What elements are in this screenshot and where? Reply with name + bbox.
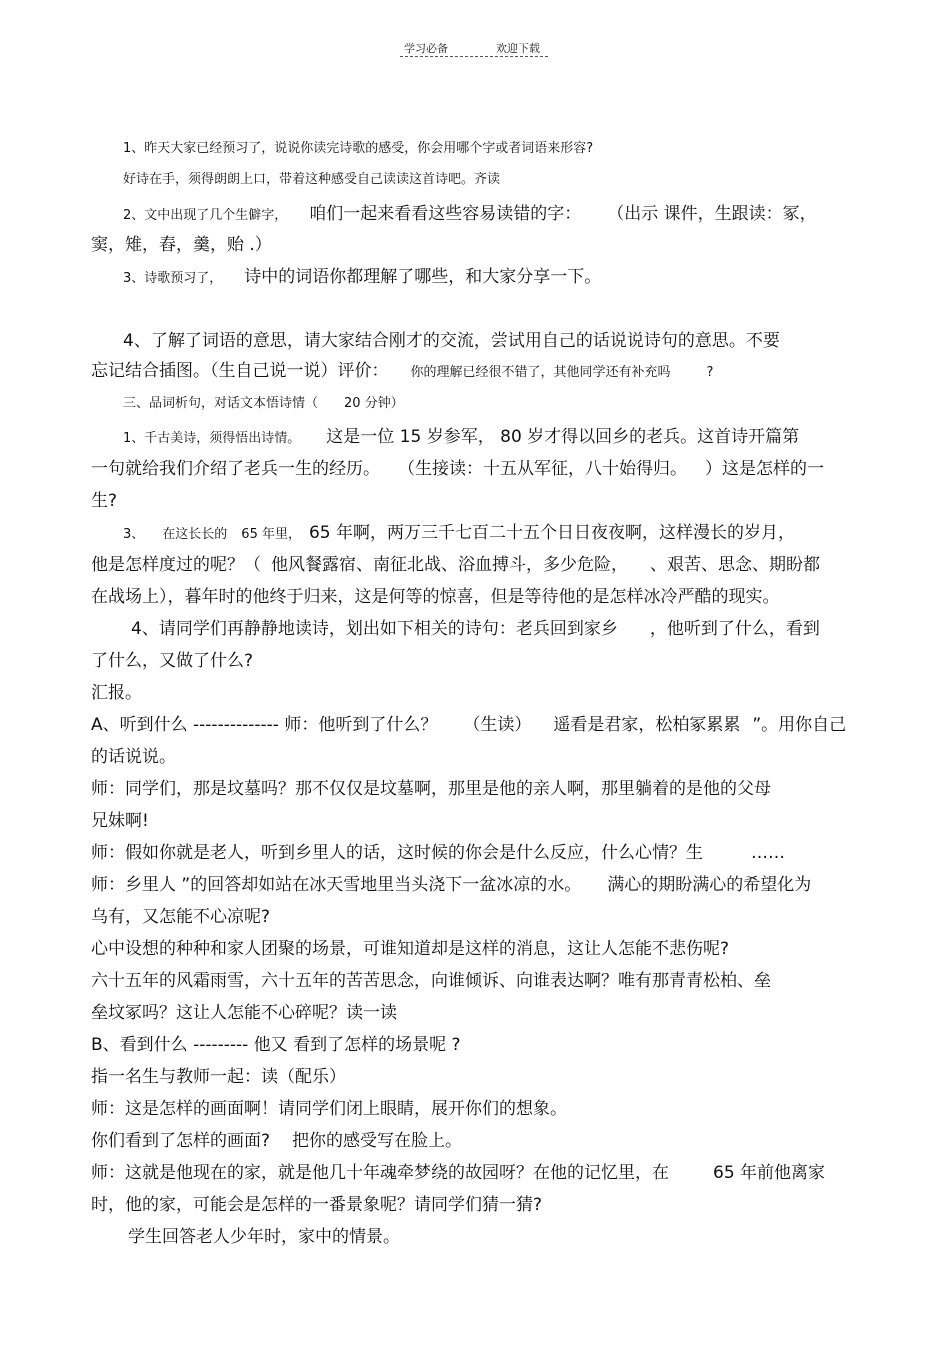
text-line: 2、文中出现了几个生僻字， 咱们一起来看看这些容易读错的字： （出示 课件，生跟读：冢， [123, 204, 817, 224]
header-divider [400, 56, 548, 57]
text-line: 窦，雉，舂，羹，贻 .） [91, 235, 272, 255]
text-line: 乌有，又怎能不心凉呢? [91, 907, 271, 927]
text-line: 好诗在手，须得朗朗上口，带着这种感受自己读读这首诗吧。齐读 [123, 172, 501, 187]
text-line: 3、 在这长长的 65 年里， 65 年啊，两万三千七百二十五个日日夜夜啊，这样漫长的岁月， [123, 523, 796, 543]
text-line: 时，他的家，可能会是怎样的一番景象呢？请同学们猜一猜? [91, 1195, 543, 1215]
text-line: 的话说说。 [91, 747, 176, 767]
text-line: 兄妹啊! [91, 811, 149, 831]
text-line: 3、诗歌预习了， 诗中的词语你都理解了哪些，和大家分享一下。 [123, 267, 602, 287]
text-line: 4、请同学们再静静地读诗，划出如下相关的诗句：老兵回到家乡 ，他听到了什么，看到 [131, 619, 820, 639]
text-line: 你们看到了怎样的画面? 把你的感受写在脸上。 [91, 1131, 463, 1151]
text-line: 师：这就是他现在的家，就是他几十年魂牵梦绕的故园呀？在他的记忆里，在 65 年前他离家 [91, 1163, 826, 1183]
header-left-text: 学习必备 [404, 42, 448, 55]
text-line: 一句就给我们介绍了老兵一生的经历。 （生接读：十五从军征，八十始得归。 ）这是怎样的一 [91, 459, 824, 479]
text-line: 师：假如你就是老人，听到乡里人的话，这时候的你会是什么反应，什么心情？生 …… [91, 843, 785, 863]
text-line: B、看到什么 --------- 他又 看到了怎样的场景呢 ? [91, 1035, 461, 1055]
page-header [400, 40, 550, 58]
text-line: 学生回答老人少年时，家中的情景。 [128, 1227, 400, 1247]
section-heading: 三、品词析句，对话文本悟诗情（ 20 分钟） [123, 396, 404, 411]
text-line: 4、了解了词语的意思，请大家结合刚才的交流，尝试用自己的话说说诗句的意思。不要 [123, 331, 780, 351]
text-line: 六十五年的风霜雨雪，六十五年的苦苦思念，向谁倾诉、向谁表达啊？唯有那青青松柏、垒 [91, 971, 771, 991]
text-line: 心中设想的种种和家人团聚的场景，可谁知道却是这样的消息，这让人怎能不悲伤呢? [91, 939, 730, 959]
text-line: 师：乡里人 ”的回答却如站在冰天雪地里当头浇下一盆冰凉的水。 满心的期盼满心的希望化为 [91, 875, 812, 895]
text-line: 师：这是怎样的画面啊！请同学们闭上眼睛，展开你们的想象。 [91, 1099, 567, 1119]
text-line: 汇报。 [91, 683, 142, 703]
text-line: 在战场上），暮年时的他终于归来，这是何等的惊喜，但是等待他的是怎样冰冷严酷的现实。 [91, 587, 780, 607]
text-line: 1、千古美诗，须得悟出诗情。 这是一位 15 岁参军， 80 岁才得以回乡的老兵。这首诗开篇第 [123, 427, 800, 447]
text-line: 了什么，又做了什么? [91, 651, 254, 671]
text-line: 指一名生与教师一起：读（配乐） [91, 1067, 346, 1087]
text-line: 生? [91, 491, 118, 511]
text-line: 师：同学们，那是坟墓吗？那不仅仅是坟墓啊，那里是他的亲人啊，那里躺着的是他的父母 [91, 779, 771, 799]
header-right-text: 欢迎下载 [496, 42, 540, 55]
text-line: 垒坟冢吗？这让人怎能不心碎呢？读一读 [91, 1003, 397, 1023]
text-line: 1、昨天大家已经预习了，说说你读完诗歌的感受，你会用哪个字或者词语来形容? [123, 141, 594, 156]
text-line: A、听到什么 -------------- 师：他听到了什么？ （生读） 遥看是君家，松柏冢累累 ”。用你自己 [91, 715, 847, 735]
text-line: 他是怎样度过的呢？（ 他风餐露宿、南征北战、浴血搏斗，多少危险， 、艰苦、思念、期盼都 [91, 555, 820, 575]
text-line: 忘记结合插图。（生自己说一说）评价： 你的理解已经很不错了，其他同学还有补充吗 ? [91, 361, 714, 381]
